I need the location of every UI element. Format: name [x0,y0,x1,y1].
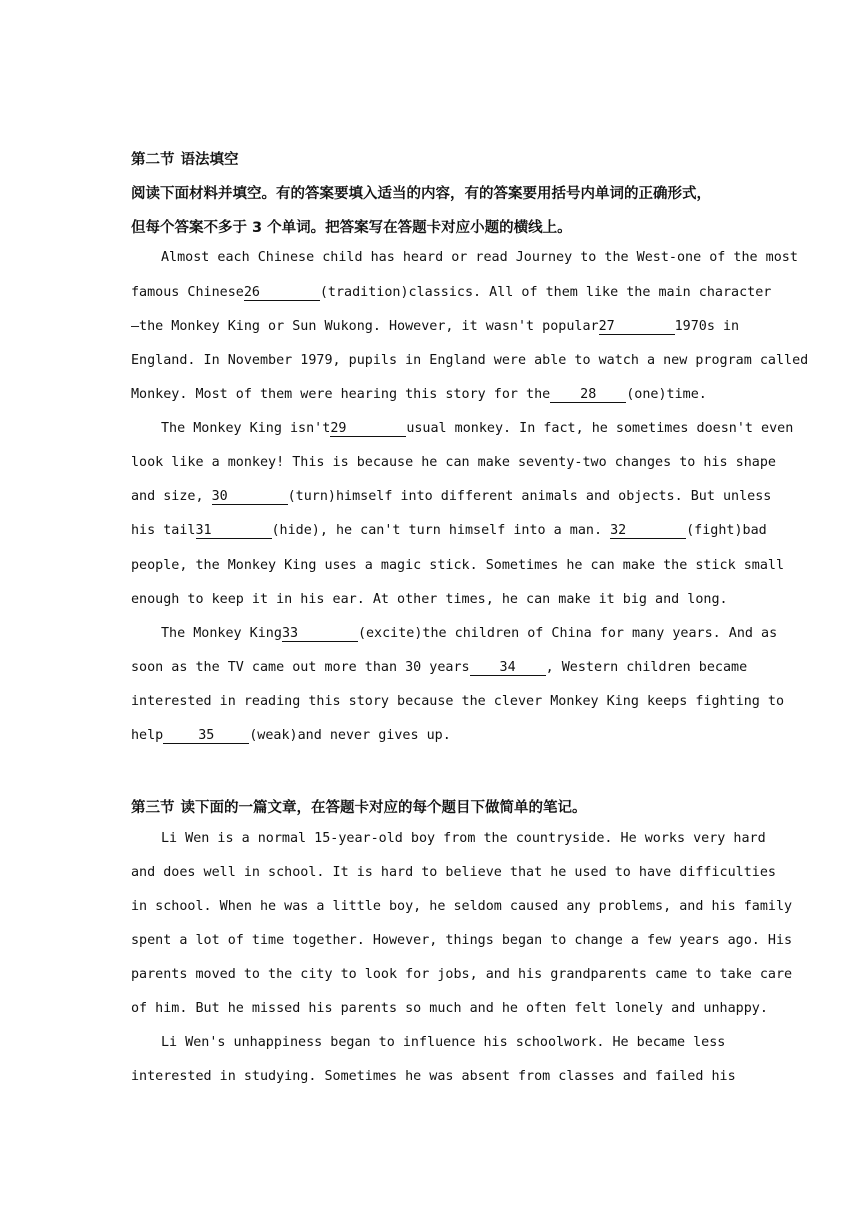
p2-line2: look like a monkey! This is because he can make seventy-two changes to his shape [131,455,776,470]
p2-line5: people, the Monkey King uses a magic stick. Sometimes he can make the stick small [131,558,785,573]
blank-30[interactable]: 30 [212,489,288,505]
text: 1970s in [674,319,740,334]
text: (fight)bad [686,523,767,538]
text: (one)time. [626,387,707,402]
text: Monkey. Most of them were hearing this story for the [131,387,551,402]
section2-instruction-line1: 阅读下面材料并填空。有的答案要填入适当的内容，有的答案要用括号内单词的正确形式， [131,186,711,202]
blank-26[interactable]: 26 [244,285,320,301]
text: (hide), he can't turn himself into a man. [271,523,611,538]
p3-line4 [131,727,733,745]
blank-29[interactable]: 29 [330,421,406,437]
blank-32[interactable]: 32 [610,523,686,539]
p2-line3 [131,488,772,506]
p3-line1 [161,625,778,643]
s3-p1-line4: spent a lot of time together. However, things began to change a few years ago. His [131,933,793,948]
s3-p1-line3: in school. When he was a little boy, he seldom caused any problems, and his family [131,899,793,914]
s3-p2-line1: Li Wen's unhappiness began to influence his schoolwork. He became less [161,1035,726,1050]
blank-27[interactable]: 27 [599,319,675,335]
section2-instruction-line2: 但每个答案不多于 3 个单词。把答案写在答题卡对应小题的横线上。 [131,220,572,236]
p2-line6: enough to keep it in his ear. At other times, he can make it big and long. [131,592,728,607]
text: and size, [131,489,212,504]
text: , Western children became [545,660,748,675]
p1-line1: Almost each Chinese child has heard or read Journey to the West-one of the most [161,250,798,265]
p2-line1 [161,420,794,438]
s3-p1-line2: and does well in school. It is hard to believe that he used to have difficulties [131,865,776,880]
text: (weak)and never gives up. [249,728,451,743]
text: —the Monkey King or Sun Wukong. However, it wasn't popular [131,319,599,334]
p1-line4: England. In November 1979, pupils in England were able to watch a new program called [131,353,809,368]
s3-p1-line6: of him. But he missed his parents so much and he often felt lonely and unhappy. [131,1001,768,1016]
s3-p1-line1: Li Wen is a normal 15-year-old boy from the countryside. He works very hard [161,831,766,846]
s3-p2-line2: interested in studying. Sometimes he was absent from classes and failed his [131,1069,736,1084]
blank-34[interactable]: 34 [470,660,546,676]
p1-line2 [131,284,772,302]
text: (tradition)classics. All of them like the main character [319,285,772,300]
section3-number: 第三节 [131,800,175,816]
p3-line2 [131,659,748,677]
s3-p1-line5: parents moved to the city to look for jobs, and his grandparents came to take care [131,967,793,982]
text: soon as the TV came out more than 30 years [131,660,470,675]
blank-33[interactable]: 33 [282,626,358,642]
section3-title: 读下面的一篇文章，在答题卡对应的每个题目下做简单的笔记。 [180,800,587,816]
text: help [131,728,164,743]
text: The Monkey King [161,626,282,641]
p1-line5 [131,386,733,404]
text: The Monkey King isn't [161,421,331,436]
text: (excite)the children of China for many years. And as [357,626,778,641]
section2-number: 第二节 [131,152,175,168]
section2-heading [131,148,239,169]
text: his tail [131,523,196,538]
blank-35[interactable]: 35 [163,728,249,744]
blank-28[interactable]: 28 [550,387,626,403]
text: famous Chinese [131,285,244,300]
p2-line4 [131,522,767,540]
blank-31[interactable]: 31 [196,523,272,539]
p1-line3 [131,318,740,336]
p3-line3: interested in reading this story because the clever Monkey King keeps fighting to [131,694,785,709]
section2-title: 语法填空 [180,152,239,168]
text: (turn)himself into different animals and objects. But unless [287,489,772,504]
section3-heading [131,796,587,817]
text: usual monkey. In fact, he sometimes doesn't even [406,421,794,436]
